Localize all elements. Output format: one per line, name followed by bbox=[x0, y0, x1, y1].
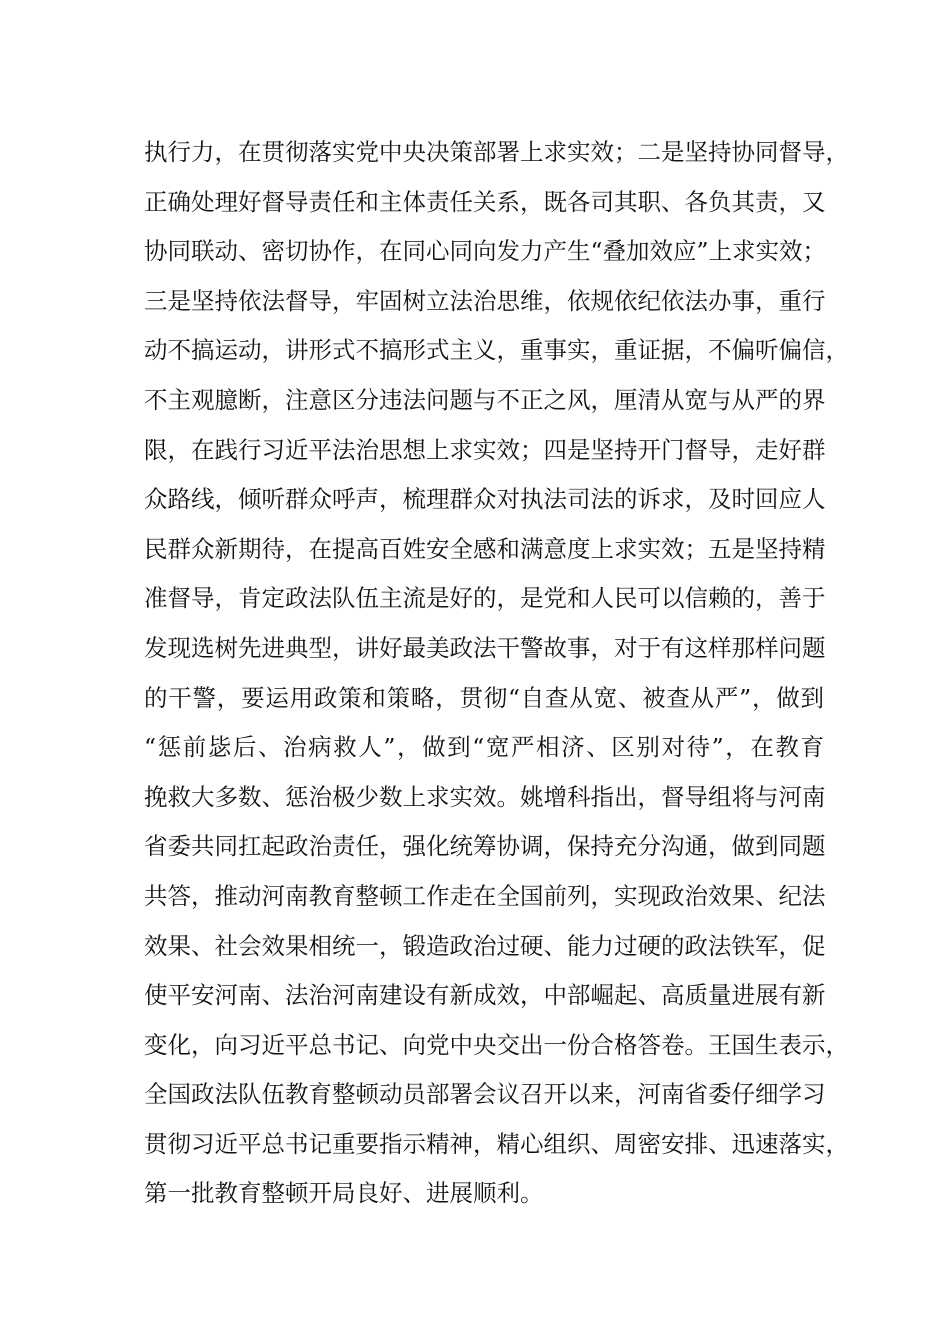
text-line: 的干警，要运用政策和策略，贯彻“自查从宽、被查从严”，做到 bbox=[144, 683, 824, 712]
text-line: 准督导，肯定政法队伍主流是好的，是党和人民可以信赖的，善于 bbox=[144, 584, 826, 613]
text-line: 挽救大多数、惩治极少数上求实效。姚增科指出，督导组将与河南 bbox=[144, 782, 826, 811]
text-line: “惩前毖后、治病救人”，做到“宽严相济、区别对待”，在教育 bbox=[144, 733, 824, 762]
text-line: 贯彻习近平总书记重要指示精神，精心组织、周密安排、迅速落实， bbox=[144, 1129, 849, 1158]
text-line: 第一批教育整顿开局良好、进展顺利。 bbox=[144, 1179, 544, 1208]
text-line: 三是坚持依法督导，牢固树立法治思维，依规依纪依法办事，重行 bbox=[144, 286, 826, 315]
text-line: 发现选树先进典型，讲好最美政法干警故事，对于有这样那样问题 bbox=[144, 633, 826, 662]
body-paragraph bbox=[144, 128, 849, 1219]
text-line: 全国政法队伍教育整顿动员部署会议召开以来，河南省委仔细学习 bbox=[144, 1080, 826, 1109]
text-line: 省委共同扛起政治责任，强化统筹协调，保持充分沟通，做到同题 bbox=[144, 832, 826, 861]
text-line: 众路线，倾听群众呼声，梳理群众对执法司法的诉求，及时回应人 bbox=[144, 485, 826, 514]
text-line: 民群众新期待，在提高百姓安全感和满意度上求实效；五是坚持精 bbox=[144, 534, 826, 563]
text-line: 执行力，在贯彻落实党中央决策部署上求实效；二是坚持协同督导， bbox=[144, 138, 849, 166]
text-line: 效果、社会效果相统一，锻造政治过硬、能力过硬的政法铁军，促 bbox=[144, 931, 826, 960]
text-line: 使平安河南、法治河南建设有新成效，中部崛起、高质量进展有新 bbox=[144, 981, 826, 1010]
text-line: 正确处理好督导责任和主体责任关系，既各司其职、各负其责，又 bbox=[144, 187, 826, 216]
text-line: 共答，推动河南教育整顿工作走在全国前列，实现政治效果、纪法 bbox=[144, 881, 826, 910]
text-line: 变化，向习近平总书记、向党中央交出一份合格答卷。王国生表示， bbox=[144, 1030, 849, 1059]
text-line: 不主观臆断，注意区分违法问题与不正之风，厘清从宽与从严的界 bbox=[144, 385, 826, 414]
text-line: 动不搞运动，讲形式不搞形式主义，重事实，重证据，不偏听偏信， bbox=[144, 336, 849, 365]
text-line: 限，在践行习近平法治思想上求实效；四是坚持开门督导，走好群 bbox=[144, 435, 826, 464]
text-line: 协同联动、密切协作，在同心同向发力产生“叠加效应”上求实效； bbox=[144, 237, 827, 266]
